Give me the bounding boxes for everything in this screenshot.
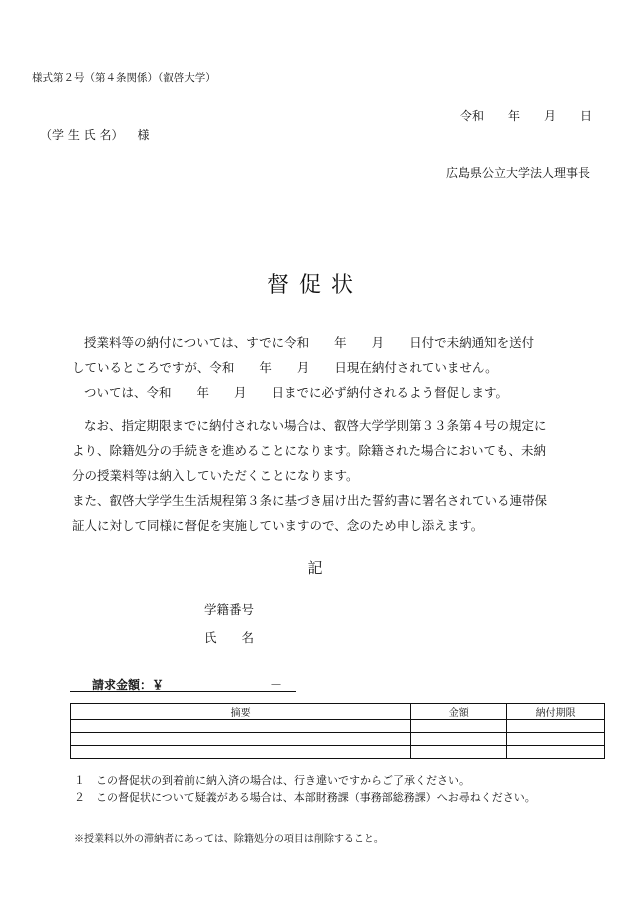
- ki-heading: 記: [307, 559, 323, 577]
- paragraph-line: 分の授業料等は納入していただくことになります。: [72, 468, 359, 483]
- table-cell: [507, 733, 605, 746]
- student-name-label: 氏 名: [204, 630, 255, 645]
- table-row: [71, 733, 605, 746]
- table-cell: [71, 746, 411, 759]
- paragraph-notice: [72, 330, 592, 405]
- note-2: ２ この督促状について疑義がある場合は、本部財務課（事務部総務課）へお尋ねください。: [74, 791, 536, 804]
- note-1: １ この督促状の到着前に納入済の場合は、行き違いですからご了承ください。: [74, 774, 470, 787]
- header-description: 摘要: [71, 704, 411, 720]
- paragraph-line: しているところですが、令和 年 月 日現在納付されていません。: [72, 360, 498, 375]
- issue-date: [460, 107, 592, 124]
- paragraph-warning: [72, 413, 592, 538]
- date-day: 日: [579, 109, 592, 123]
- header-amount: 金額: [411, 704, 507, 720]
- document-title: 督促状: [266, 273, 363, 298]
- date-year: 年: [507, 109, 520, 123]
- table-cell: [507, 720, 605, 733]
- paragraph-line: 授業料等の納付については、すでに令和 年 月 日付で未納通知を送付: [84, 335, 535, 350]
- date-era: 令和: [459, 109, 484, 123]
- table-row: [71, 720, 605, 733]
- table-cell: [71, 733, 411, 746]
- paragraph-line: また、叡啓大学学生生活規程第３条に基づき届け出た誓約書に署名されている連帯保: [72, 493, 548, 508]
- table-header-row: [71, 704, 605, 720]
- recipient: [40, 126, 149, 143]
- table-cell: [411, 720, 507, 733]
- paragraph-line: 証人に対して同様に督促を実施していますので、念のため申し添えます。: [72, 518, 484, 533]
- recipient-honorific: 様: [137, 128, 150, 142]
- student-number-label: 学籍番号: [204, 602, 255, 617]
- date-month: 月: [543, 109, 556, 123]
- recipient-name: （学 生 氏 名）: [40, 128, 124, 142]
- table-cell: [71, 720, 411, 733]
- issuer: 広島県公立大学法人理事長: [445, 166, 590, 180]
- billing-table: [70, 703, 605, 759]
- form-number: 様式第２号（第４条関係）（叡啓大学）: [32, 72, 216, 84]
- table-cell: [411, 733, 507, 746]
- paragraph-line: より、除籍処分の手続きを進めることになります。除籍された場合においても、未納: [72, 443, 547, 458]
- table-cell: [411, 746, 507, 759]
- footnote: ※授業料以外の滞納者にあっては、除籍処分の項目は削除すること。: [74, 834, 384, 845]
- paragraph-line: なお、指定期限までに納付されない場合は、叡啓大学学則第３３条第４号の規定に: [84, 418, 547, 433]
- paragraph-line: ついては、令和 年 月 日までに必ず納付されるよう督促します。: [84, 385, 509, 400]
- table-row: [71, 746, 605, 759]
- header-due-date: 納付期限: [507, 704, 605, 720]
- table-cell: [507, 746, 605, 759]
- amount-label: 請求金額：￥: [92, 678, 165, 692]
- amount-line: [70, 676, 296, 692]
- amount-dash: －: [270, 678, 283, 692]
